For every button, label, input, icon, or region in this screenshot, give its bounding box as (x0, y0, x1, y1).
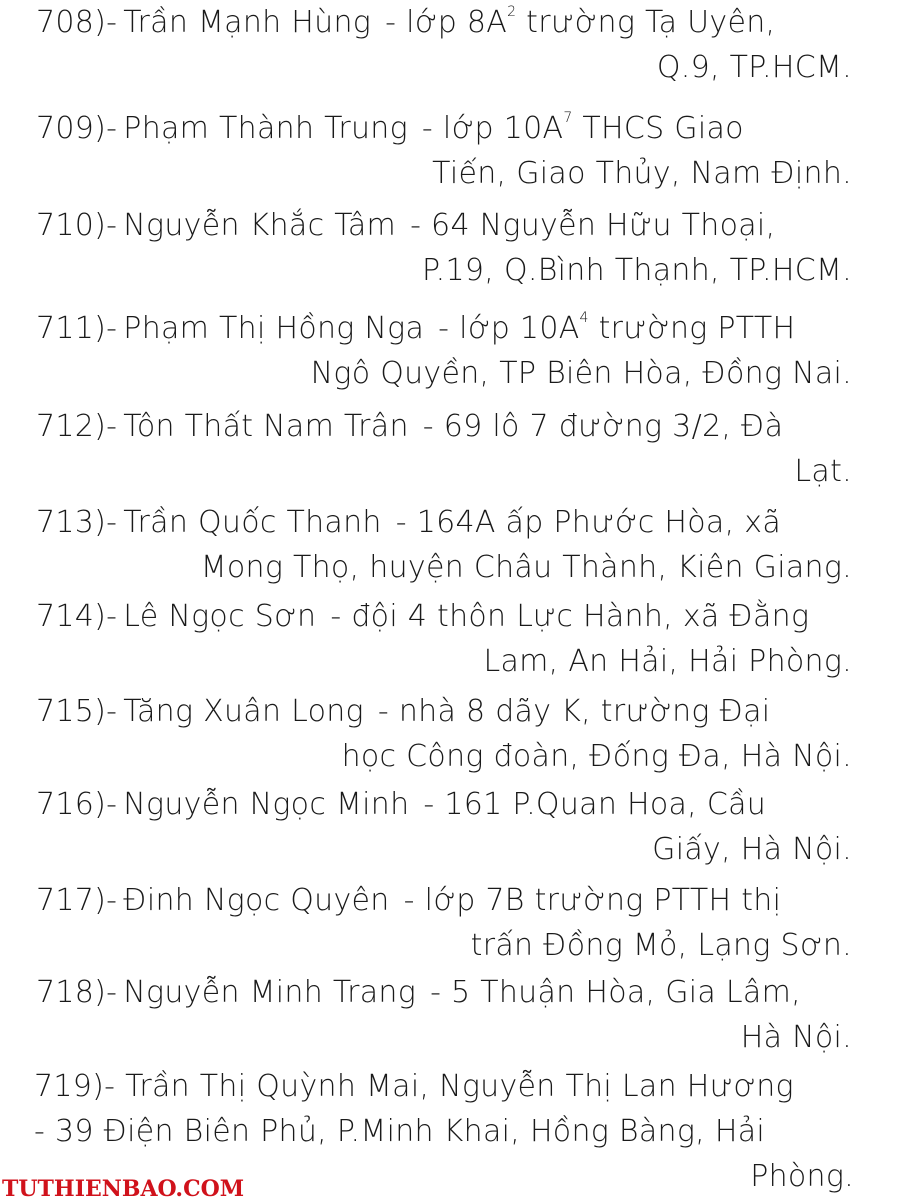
entry-address: - 64 Nguyễn Hữu Thoại, (410, 208, 776, 243)
entry-address: - lớp 7B trường PTTH thị (403, 883, 782, 918)
entry-address: - 5 Thuận Hòa, Gia Lâm, (430, 975, 801, 1010)
entry-name: Phạm Thành Trung (123, 111, 408, 146)
entry-number: 712)- (36, 409, 118, 444)
entry-name: Trần Mạnh Hùng (123, 5, 372, 40)
entry-number: 717)- (36, 883, 118, 918)
entry-number: 711)- (36, 311, 118, 346)
entry-address-rest: THCS Giao (572, 111, 744, 146)
entry-name: Nguyễn Khắc Tâm (123, 208, 397, 243)
entry-name: Nguyễn Minh Trang (123, 975, 417, 1010)
site-watermark: TUTHIENBAO.COM (2, 1176, 245, 1202)
list-item (36, 782, 852, 872)
list-item (36, 306, 852, 396)
entry-name: Trần Quốc Thanh (123, 505, 382, 540)
entry-number: 710)- (36, 208, 118, 243)
entry-address: - 161 P.Quan Hoa, Cầu (423, 787, 767, 822)
entry-name: Đinh Ngọc Quyên (123, 883, 390, 918)
entry-address-continuation: học Công đoàn, Đống Đa, Hà Nội. (341, 739, 852, 774)
list-item (36, 970, 852, 1060)
entry-address: - 39 Điện Biên Phủ, P.Minh Khai, Hồng Bàng, Hải (34, 1114, 766, 1149)
entry-number: 709)- (36, 111, 118, 146)
entry-name: Nguyễn Ngọc Minh (123, 787, 410, 822)
entry-address-rest: trường Tạ Uyên, (516, 5, 776, 40)
list-item (36, 0, 852, 90)
entry-address: - lớp 10A (438, 311, 580, 346)
entry-address-continuation: Lạt. (794, 454, 852, 489)
list-item (36, 878, 852, 968)
entry-address-continuation: Lam, An Hải, Hải Phòng. (483, 644, 852, 679)
entry-address-continuation: Giấy, Hà Nội. (652, 832, 852, 867)
entry-number: 715)- (36, 694, 118, 729)
entry-address-continuation: P.19, Q.Bình Thạnh, TP.HCM. (421, 253, 852, 288)
list-item (36, 203, 852, 293)
list-item (36, 404, 852, 494)
entry-line: 719)- Trần Thị Quỳnh Mai, Nguyễn Thị Lan Hương (34, 1069, 794, 1104)
entry-name: Tôn Thất Nam Trân (123, 409, 409, 444)
entry-address-continuation: Phòng. (750, 1159, 854, 1194)
entry-address: - lớp 10A (421, 111, 564, 146)
entry-number: 713)- (36, 505, 118, 540)
entry-address: - nhà 8 dãy K, trường Đại (377, 694, 771, 729)
entry-number: 708)- (36, 5, 118, 40)
list-item (36, 106, 852, 196)
list-item (36, 594, 852, 684)
entry-name: Phạm Thị Hồng Nga (123, 311, 425, 346)
entry-address-continuation: Mong Thọ, huyện Châu Thành, Kiên Giang. (200, 550, 852, 585)
entry-number: 716)- (36, 787, 118, 822)
entry-address: - lớp 8A (385, 5, 508, 40)
entry-name: Tăng Xuân Long (123, 694, 364, 729)
class-superscript: 2 (507, 4, 517, 20)
entry-address: - 164A ấp Phước Hòa, xã (395, 505, 782, 540)
class-superscript: 7 (563, 110, 573, 126)
entry-address-continuation: Ngô Quyền, TP Biên Hòa, Đồng Nai. (310, 356, 852, 391)
entry-address-continuation: Tiến, Giao Thủy, Nam Định. (432, 156, 852, 191)
list-item (36, 689, 852, 779)
entry-address-continuation: Hà Nội. (740, 1020, 852, 1055)
entry-address: - 69 lô 7 đường 3/2, Đà (422, 409, 784, 444)
entry-address-rest: trường PTTH (588, 311, 796, 346)
list-item (36, 500, 852, 590)
entry-number: 714)- (36, 599, 118, 634)
entry-number: 718)- (36, 975, 118, 1010)
entry-name: Lê Ngọc Sơn (123, 599, 317, 634)
entry-address-continuation: trấn Đồng Mỏ, Lạng Sơn. (470, 928, 852, 963)
class-superscript: 4 (579, 310, 589, 326)
entry-address: - đội 4 thôn Lực Hành, xã Đằng (330, 599, 810, 634)
entry-address-continuation: Q.9, TP.HCM. (656, 50, 852, 85)
